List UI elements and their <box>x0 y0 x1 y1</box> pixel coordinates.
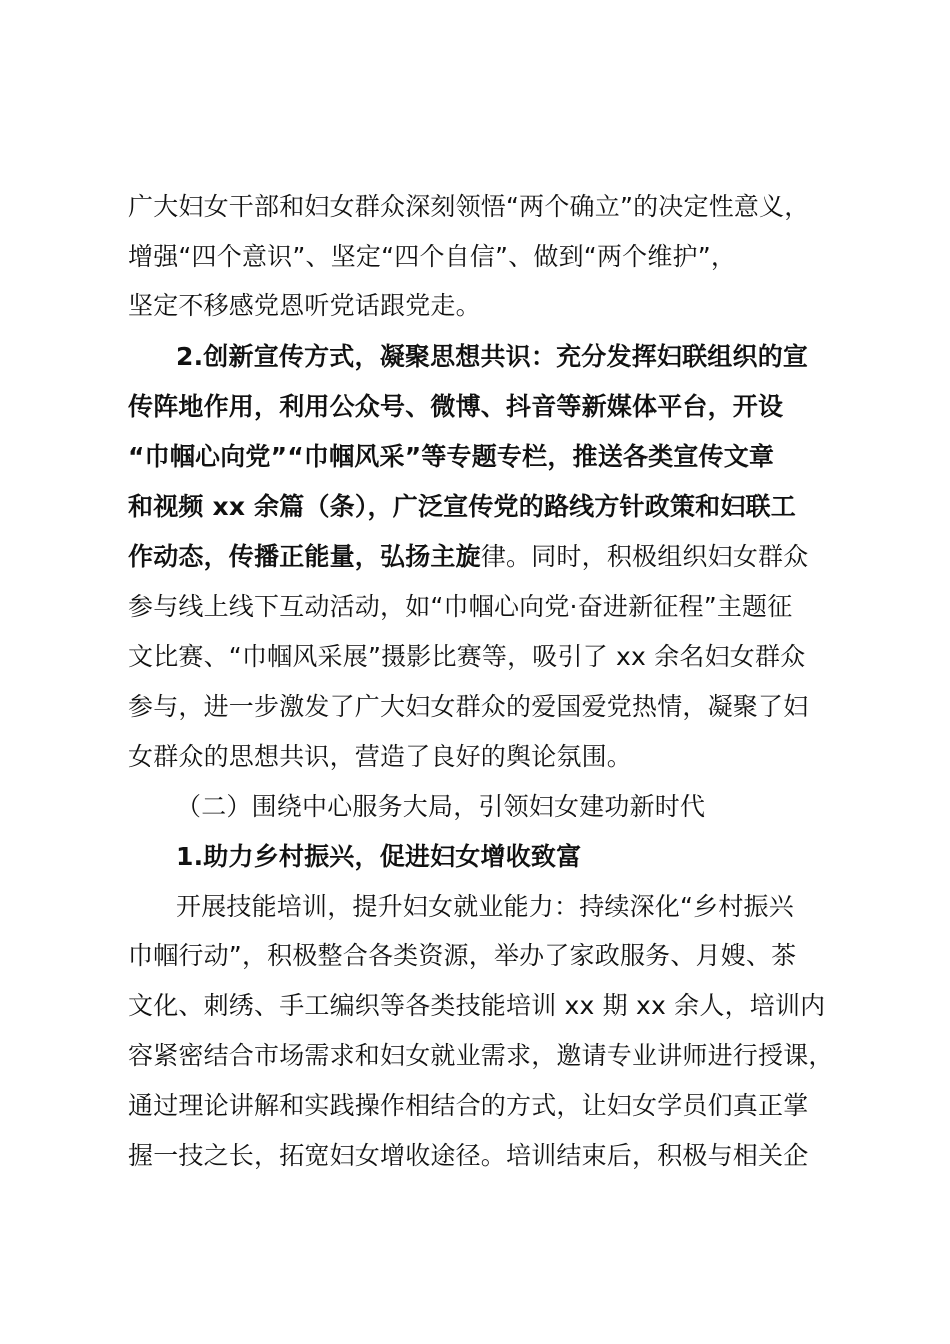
paragraph-3-line-4: 容紧密结合市场需求和妇女就业需求，邀请专业讲师进行授课， <box>128 1041 834 1070</box>
paragraph-2-mixed-normal: 律。同时，积极组织妇女群众 <box>480 542 809 571</box>
paragraph-3-line-2: 巾帼行动”，积极整合各类资源，举办了家政服务、月嫂、茶 <box>128 941 797 970</box>
paragraph-2-line-2: 文比赛、“巾帼风采展”摄影比赛等，吸引了 xx 余名妇女群众 <box>128 642 806 671</box>
paragraph-3-line-6: 握一技之长，拓宽妇女增收途径。培训结束后，积极与相关企 <box>128 1141 809 1170</box>
paragraph-2-mixed-bold: 作动态，传播正能量，弘扬主旋 <box>128 542 481 571</box>
sub-heading: 1.助力乡村振兴，促进妇女增收致富 <box>176 842 582 871</box>
paragraph-2-line-3: 参与，进一步激发了广大妇女群众的爱国爱党热情，凝聚了妇 <box>128 692 809 721</box>
paragraph-1-line-2: 增强“四个意识”、坚定“四个自信”、做到“两个维护”， <box>128 242 737 271</box>
paragraph-3-line-5: 通过理论讲解和实践操作相结合的方式，让妇女学员们真正掌 <box>128 1091 809 1120</box>
paragraph-2-mixed-line <box>128 540 828 574</box>
paragraph-2-bold-line-2: 传阵地作用，利用公众号、微博、抖音等新媒体平台，开设 <box>128 392 784 421</box>
paragraph-2-line-1: 参与线上线下互动活动，如“巾帼心向党·奋进新征程”主题征 <box>128 592 793 621</box>
paragraph-1-line-3: 坚定不移感党恩听党话跟党走。 <box>128 291 481 320</box>
section-heading: （二）围绕中心服务大局，引领妇女建功新时代 <box>176 792 706 821</box>
paragraph-2-bold-line-3: “巾帼心向党”“巾帼风采”等专题专栏，推送各类宣传文章 <box>128 442 775 471</box>
paragraph-2-bold-line-4: 和视频 xx 余篇（条），广泛宣传党的路线方针政策和妇联工 <box>128 492 796 521</box>
paragraph-2-line-4: 女群众的思想共识，营造了良好的舆论氛围。 <box>128 742 633 771</box>
paragraph-3-line-3: 文化、刺绣、手工编织等各类技能培训 xx 期 xx 余人，培训内 <box>128 991 826 1020</box>
paragraph-1-line-1: 广大妇女干部和妇女群众深刻领悟“两个确立”的决定性意义， <box>128 192 810 221</box>
paragraph-3-line-1: 开展技能培训，提升妇女就业能力：持续深化“乡村振兴 <box>176 892 794 921</box>
paragraph-2-bold-line-1: 2.创新宣传方式，凝聚思想共识：充分发挥妇联组织的宣 <box>176 342 809 371</box>
